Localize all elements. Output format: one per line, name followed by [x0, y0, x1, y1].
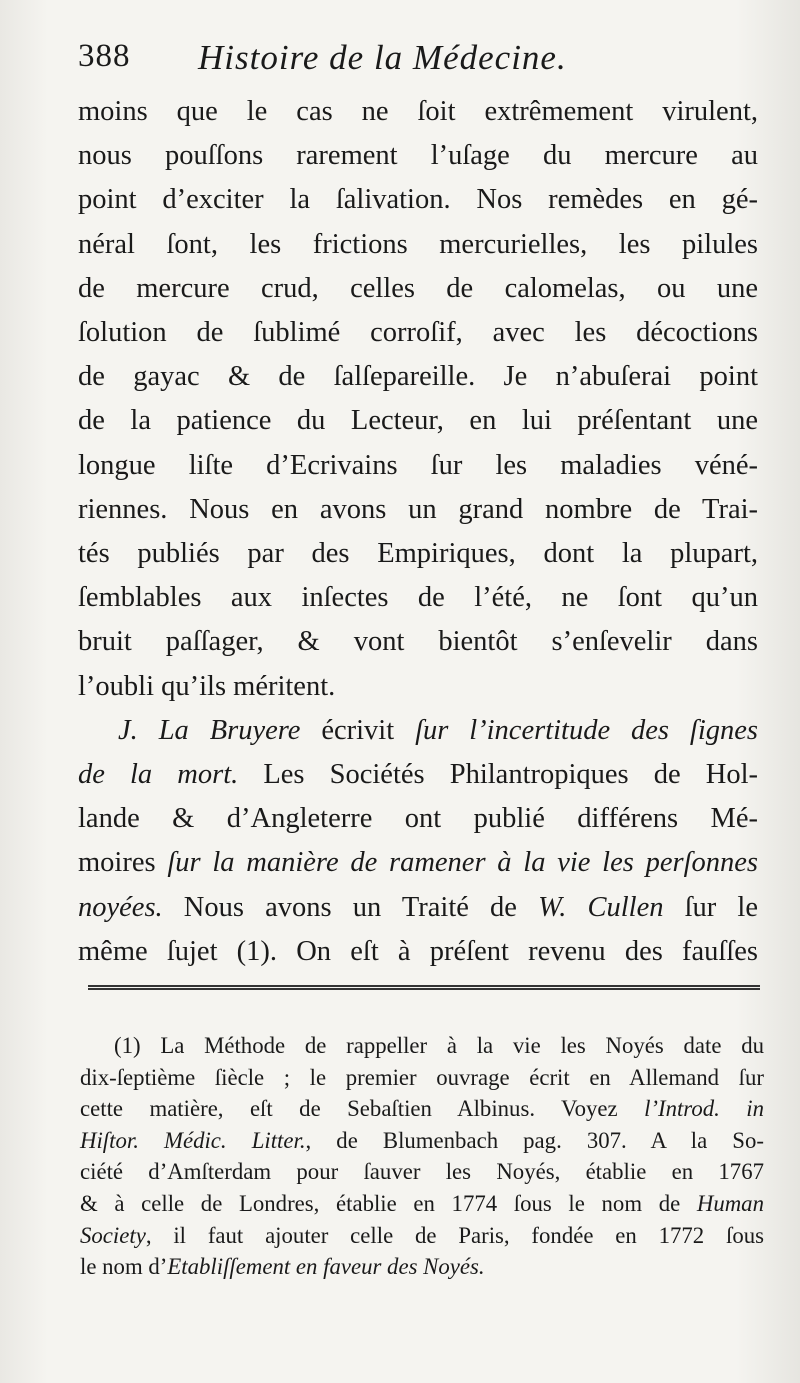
text-line: longue liſte d’Ecrivains ſur les maladies véné-: [78, 449, 758, 481]
text-run: Nous avons un Traité de: [162, 891, 539, 923]
main-text: [78, 90, 758, 974]
text-run: cette matière, eſt de Sebaſtien Albinus. Voyez: [80, 1096, 645, 1122]
footnote: [80, 1030, 764, 1283]
text-line: tés publiés par des Empiriques, dont la plupart,: [78, 538, 758, 570]
footnote-line: [80, 1125, 764, 1157]
italic-text: Etabliſſement en faveur des Noyés.: [167, 1254, 485, 1280]
text-run: le nom d’: [80, 1254, 168, 1280]
text-line: [78, 841, 758, 885]
text-line: ſolution de ſublimé corroſif, avec les décoctions: [78, 317, 758, 349]
text-line: de gayac & de ſalſepareille. Je n’abuſerai point: [78, 361, 758, 393]
text-line: [78, 886, 758, 930]
text-line: de la patience du Lecteur, en lui préſentant une: [78, 405, 758, 437]
text-run: écrivit: [300, 714, 416, 746]
text-line: de mercure crud, celles de calomelas, ou une: [78, 272, 758, 304]
text-line: ſemblables aux inſectes de l’été, ne ſont qu’un: [78, 582, 758, 614]
text-line: [78, 709, 758, 753]
footnote-line: [80, 1093, 764, 1125]
italic-text: noyées.: [78, 891, 163, 923]
footnote-separator: [88, 985, 760, 990]
page-header: [78, 34, 758, 90]
page-number: 388: [78, 38, 131, 74]
italic-text: Society: [80, 1222, 146, 1248]
italic-text: de la mort.: [78, 759, 239, 791]
italic-text: ſur la manière de ramener à la vie les perſonnes: [167, 847, 758, 879]
footnote-line: dix-ſeptième ſiècle ; le premier ouvrage écrit en Allemand ſur: [80, 1064, 764, 1090]
text-line: même ſujet (1). On eſt à préſent revenu des fauſſes: [78, 935, 758, 967]
text-line: nous pouſſons rarement l’uſage du mercure au: [78, 140, 758, 172]
footnote-line: (1) La Méthode de rappeller à la vie les Noyés date du: [114, 1033, 764, 1058]
text-run: moires: [78, 847, 168, 879]
text-line: [78, 753, 758, 797]
italic-text: Human: [696, 1190, 764, 1216]
italic-text: J. La Bruyere: [118, 714, 301, 746]
text-run: Les Sociétés Philantropiques de Hol-: [238, 759, 758, 791]
italic-text: W. Cullen: [538, 891, 664, 923]
footnote-line: ciété d’Amſterdam pour ſauver les Noyés, établie en 1767: [80, 1159, 764, 1185]
footnote-line: [80, 1220, 764, 1252]
footnote-line: [80, 1188, 764, 1220]
running-title: Histoire de la Médecine.: [198, 38, 567, 77]
text-line: l’oubli qu’ils méritent.: [78, 670, 336, 702]
text-run: & à celle de Londres, établie en 1774 ſous le nom de: [80, 1190, 697, 1216]
italic-text: l’Introd. in: [644, 1096, 765, 1122]
text-run: ſur le: [663, 891, 758, 923]
text-run: , il faut ajouter celle de Paris, fondée en 1772 ſous: [145, 1222, 764, 1248]
text-line: point d’exciter la ſalivation. Nos remèdes en gé-: [78, 184, 758, 216]
text-line: bruit paſſager, & vont bientôt s’enſevelir dans: [78, 626, 758, 658]
footnote-line: [80, 1251, 764, 1283]
text-line: moins que le cas ne ſoit extrêmement virulent,: [78, 96, 758, 127]
italic-text: ſur l’incertitude des ſignes: [415, 714, 759, 746]
text-run: , de Blumenbach pag. 307. A la So-: [305, 1127, 764, 1153]
text-line: lande & d’Angleterre ont publié différens Mé-: [78, 803, 758, 835]
text-line: néral ſont, les frictions mercurielles, les pilules: [78, 228, 758, 260]
text-line: riennes. Nous en avons un grand nombre de Trai-: [78, 493, 758, 525]
italic-text: Hiſtor. Médic. Litter.: [80, 1127, 306, 1153]
